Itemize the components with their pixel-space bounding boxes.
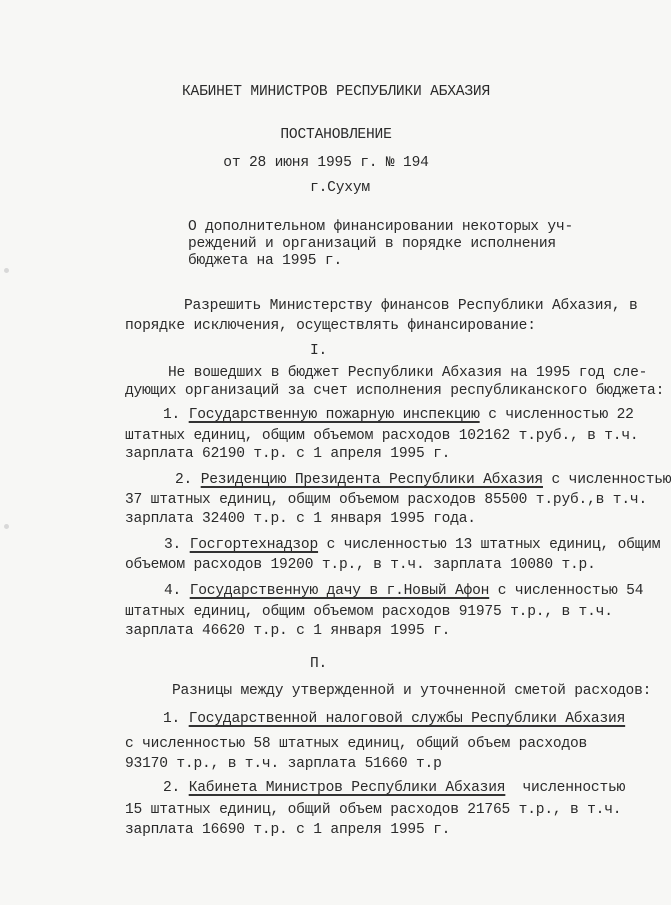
subject-line: бюджета на 1995 г. xyxy=(188,253,343,269)
doc-type-title: ПОСТАНОВЛЕНИЕ xyxy=(280,127,392,143)
section-1-intro-line: дующих организаций за счет исполнения республиканского бюджета: xyxy=(125,383,665,399)
section-1-intro-line: Не вошедших в бюджет Республики Абхазия на 1995 год сле- xyxy=(168,365,648,381)
item-line: штатных единиц, общим объемом расходов 102162 т.руб., в т.ч. xyxy=(125,428,639,444)
item-text: с численностью 22 xyxy=(479,407,634,423)
section-2-numeral: П. xyxy=(310,656,328,672)
item-line: зарплата 62190 т.р. с 1 апреля 1995 г. xyxy=(125,446,451,462)
item-number: 3. xyxy=(164,537,182,553)
item-number: 2. xyxy=(175,472,193,488)
subject-line: О дополнительном финансировании некоторых уч- xyxy=(188,219,574,235)
section-1-numeral: I. xyxy=(310,343,328,359)
punch-hole-mark xyxy=(4,268,9,273)
item-line: объемом расходов 19200 т.р., в т.ч. зарплата 10080 т.р. xyxy=(125,557,596,573)
item-line: 93170 т.р., в т.ч. зарплата 51660 т.р xyxy=(125,756,442,772)
org-title: КАБИНЕТ МИНИСТРОВ РЕСПУБЛИКИ АБХАЗИЯ xyxy=(181,84,491,100)
item-text: с численностью xyxy=(543,472,671,488)
section-1-item-1 xyxy=(163,407,634,424)
section-1-item-3 xyxy=(164,537,660,554)
intro-line: порядке исключения, осуществлять финансирование: xyxy=(125,318,536,334)
item-line: зарплата 32400 т.р. с 1 января 1995 года. xyxy=(125,511,476,527)
item-line: 15 штатных единиц, общий объем расходов 21765 т.р., в т.ч. xyxy=(125,802,622,818)
punch-hole-mark xyxy=(4,524,9,529)
item-text: с численностью 54 xyxy=(489,583,644,599)
item-organization-name: Государственной налоговой службы Республики Абхазия xyxy=(188,711,626,727)
item-line: 37 штатных единиц, общим объемом расходов 85500 т.руб.,в т.ч. xyxy=(125,492,648,508)
item-text: с численностью 13 штатных единиц, общим xyxy=(318,537,661,553)
decree-city: г.Сухум xyxy=(310,180,370,196)
item-line: зарплата 46620 т.р. с 1 января 1995 г. xyxy=(125,623,451,639)
item-line: зарплата 16690 т.р. с 1 апреля 1995 г. xyxy=(125,822,451,838)
item-number: 1. xyxy=(163,711,181,727)
item-organization-name: Кабинета Министров Республики Абхазия xyxy=(188,780,506,796)
item-text: численностью xyxy=(505,780,626,796)
section-1-item-4 xyxy=(164,583,643,600)
section-1-item-2 xyxy=(175,472,671,489)
item-number: 1. xyxy=(163,407,181,423)
intro-line: Разрешить Министерству финансов Республики Абхазия, в xyxy=(184,298,638,314)
item-number: 4. xyxy=(164,583,182,599)
item-line: штатных единиц, общим объемом расходов 91975 т.р., в т.ч. xyxy=(125,604,613,620)
section-2-intro: Разницы между утвержденной и уточненной сметой расходов: xyxy=(172,683,652,699)
subject-line: реждений и организаций в порядке исполнения xyxy=(188,236,556,252)
item-organization-name: Госгортехнадзор xyxy=(189,537,319,553)
item-organization-name: Государственную пожарную инспекцию xyxy=(188,407,480,423)
section-2-item-2 xyxy=(163,780,625,797)
item-organization-name: Государственную дачу в г.Новый Афон xyxy=(189,583,490,599)
decree-date-number: от 28 июня 1995 г. № 194 xyxy=(223,155,429,171)
item-number: 2. xyxy=(163,780,181,796)
item-organization-name: Резиденцию Президента Республики Абхазия xyxy=(200,472,543,488)
section-2-item-1 xyxy=(163,711,625,728)
item-line: с численностью 58 штатных единиц, общий объем расходов xyxy=(125,736,588,752)
